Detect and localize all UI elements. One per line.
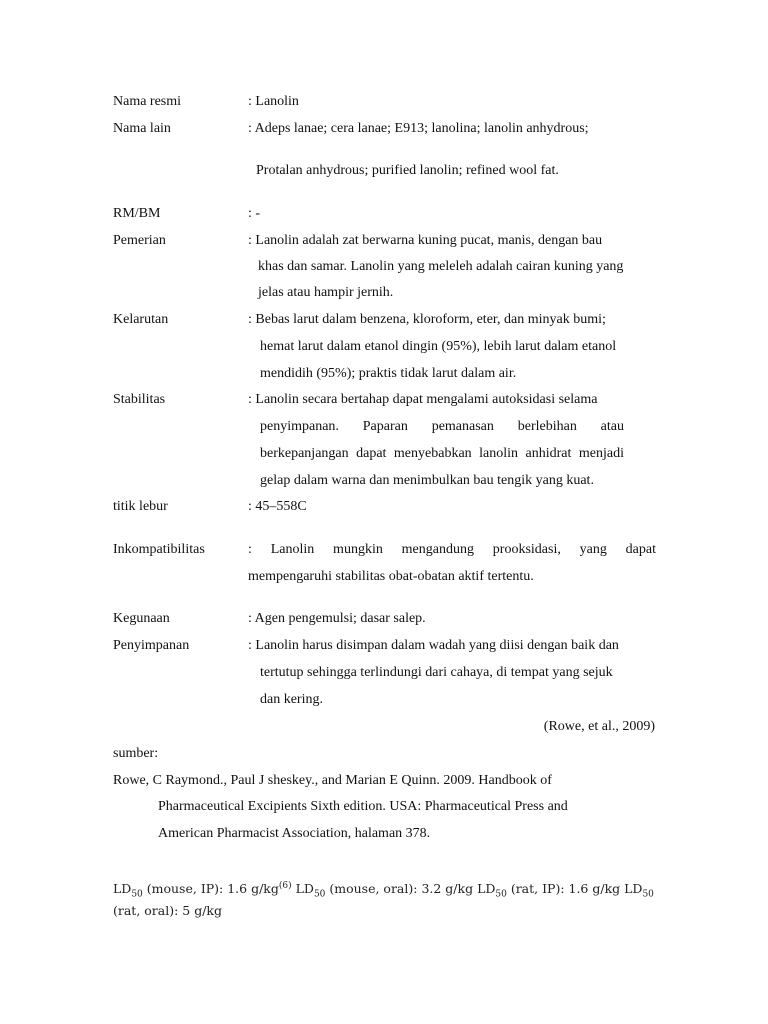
source-line2: Pharmaceutical Excipients Sixth edition. USA: Pharmaceutical Press and bbox=[158, 799, 568, 814]
value-stabilitas: : Lanolin secara bertahap dapat mengalami autoksidasi selama bbox=[248, 392, 598, 407]
value-nama-resmi: : Lanolin bbox=[248, 94, 299, 109]
ld50-mouse-ip: (mouse, IP): 1.6 g/kg bbox=[142, 881, 279, 896]
value-pemerian-cont1: khas dan samar. Lanolin yang meleleh adalah cairan kuning yang bbox=[258, 259, 624, 274]
value-inkompatibilitas: : Lanolin mungkin mengandung prooksidasi, yang dapat bbox=[248, 542, 656, 557]
value-kelarutan-cont2: mendidih (95%); praktis tidak larut dalam air. bbox=[260, 366, 517, 381]
ld-text: LD bbox=[113, 881, 132, 896]
value-penyimpanan: : Lanolin harus disimpan dalam wadah yang diisi dengan baik dan bbox=[248, 638, 619, 653]
ld-text: LD bbox=[295, 881, 314, 896]
label-nama-lain: Nama lain bbox=[113, 121, 171, 136]
label-penyimpanan: Penyimpanan bbox=[113, 638, 190, 653]
source-line3: American Pharmacist Association, halaman 378. bbox=[158, 826, 431, 841]
label-stabilitas: Stabilitas bbox=[113, 392, 166, 407]
value-rmbm: : - bbox=[248, 206, 261, 221]
ld-text: LD bbox=[477, 881, 496, 896]
label-kelarutan: Kelarutan bbox=[113, 312, 169, 327]
value-titik-lebur: : 45–558C bbox=[248, 499, 307, 514]
value-kegunaan: : Agen pengemulsi; dasar salep. bbox=[248, 611, 426, 626]
label-kegunaan: Kegunaan bbox=[113, 611, 170, 626]
ld50-line1 bbox=[113, 880, 654, 898]
ld50-rat-ip: (rat, IP): 1.6 g/kg bbox=[506, 881, 625, 896]
value-pemerian-cont2: jelas atau hampir jernih. bbox=[258, 285, 394, 300]
ld50-mouse-oral: (mouse, oral): 3.2 g/kg bbox=[325, 881, 478, 896]
ld50-line2: (rat, oral): 5 g/kg bbox=[113, 903, 223, 918]
label-titik-lebur: titik lebur bbox=[113, 499, 168, 514]
citation: (Rowe, et al., 2009) bbox=[543, 719, 655, 734]
label-rmbm: RM/BM bbox=[113, 206, 161, 221]
value-penyimpanan-cont2: dan kering. bbox=[260, 692, 323, 707]
label-nama-resmi: Nama resmi bbox=[113, 94, 182, 109]
source-label: sumber: bbox=[113, 746, 159, 761]
value-stabilitas-cont2: berkepanjangan dapat menyebabkan lanolin anhidrat menjadi bbox=[260, 446, 624, 461]
value-nama-lain: : Adeps lanae; cera lanae; E913; lanolina; lanolin anhydrous; bbox=[248, 121, 589, 136]
source-line1: Rowe, C Raymond., Paul J sheskey., and Marian E Quinn. 2009. Handbook of bbox=[113, 773, 552, 788]
value-kelarutan-cont1: hemat larut dalam etanol dingin (95%), lebih larut dalam etanol bbox=[260, 339, 617, 354]
ld-sub: 50 bbox=[313, 889, 326, 900]
label-pemerian: Pemerian bbox=[113, 233, 166, 248]
value-stabilitas-cont3: gelap dalam warna dan menimbulkan bau tengik yang kuat. bbox=[260, 473, 594, 488]
ld-sub: 50 bbox=[495, 889, 507, 900]
value-kelarutan: : Bebas larut dalam benzena, kloroform, eter, dan minyak bumi; bbox=[248, 312, 606, 327]
value-penyimpanan-cont1: tertutup sehingga terlindungi dari cahaya, di tempat yang sejuk bbox=[260, 665, 613, 680]
ld-text: LD bbox=[624, 881, 643, 896]
value-inkompatibilitas-cont1: mempengaruhi stabilitas obat-obatan aktif tertentu. bbox=[248, 569, 534, 584]
value-nama-lain-cont: Protalan anhydrous; purified lanolin; refined wool fat. bbox=[256, 163, 559, 178]
ld-sub: 50 bbox=[131, 889, 143, 900]
value-pemerian: : Lanolin adalah zat berwarna kuning pucat, manis, dengan bau bbox=[248, 233, 603, 248]
ld-sub: 50 bbox=[642, 889, 654, 900]
label-inkompatibilitas: Inkompatibilitas bbox=[113, 542, 205, 557]
value-stabilitas-cont1: penyimpanan. Paparan pemanasan berlebihan atau bbox=[260, 419, 624, 434]
ld50-ref: (6) bbox=[278, 880, 292, 891]
